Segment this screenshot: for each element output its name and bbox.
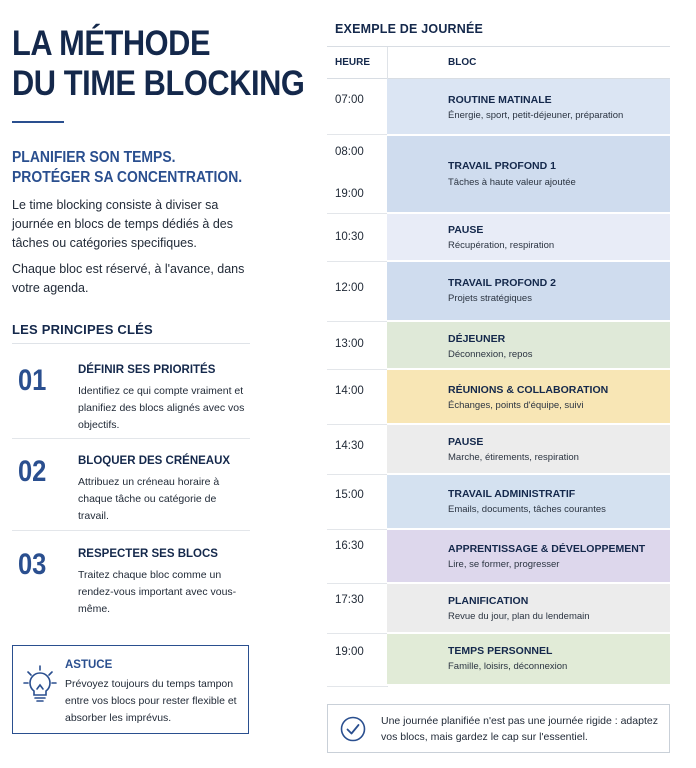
time-label: 15:00 xyxy=(335,489,364,501)
intro-paragraph-2: Chaque bloc est réservé, à l'avance, dans votre agenda. xyxy=(12,262,245,295)
block-description: Revue du jour, plan du lendemain xyxy=(448,611,590,622)
principle-number: 03 xyxy=(18,548,47,581)
row-divider xyxy=(327,369,387,370)
page-title xyxy=(12,24,304,104)
schedule-block xyxy=(387,584,670,634)
subtitle-line-1: PLANIFIER SON TEMPS. xyxy=(12,149,176,166)
time-label: 10:30 xyxy=(335,231,364,243)
title-line-1: LA MÉTHODE xyxy=(12,24,211,63)
schedule-block xyxy=(387,370,670,425)
time-label: 19:00 xyxy=(335,188,364,200)
intro-paragraph-1: Le time blocking consiste à diviser sa journée en blocs de temps dédiés à des tâches ou catégories specifiques. xyxy=(12,198,233,250)
schedule-title-divider xyxy=(327,46,670,47)
time-label: 19:00 xyxy=(335,646,364,658)
schedule-block xyxy=(387,425,670,475)
block-description: Déconnexion, repos xyxy=(448,349,533,360)
block-description: Marche, étirements, respiration xyxy=(448,452,579,463)
time-label: 13:00 xyxy=(335,338,364,350)
row-divider xyxy=(327,583,387,584)
block-title: TRAVAIL ADMINISTRATIF xyxy=(448,488,576,500)
principle-number: 02 xyxy=(18,455,47,488)
schedule-block xyxy=(387,475,670,530)
principle-title: BLOQUER DES CRÉNEAUX xyxy=(78,455,231,467)
block-title: PLANIFICATION xyxy=(448,595,529,607)
block-title: APPRENTISSAGE & DÉVELOPPEMENT xyxy=(448,543,646,555)
principle-text: Traitez chaque bloc comme un rendez-vous important avec vous-même. xyxy=(78,569,237,615)
subtitle xyxy=(12,148,243,188)
time-label: 16:30 xyxy=(335,540,364,552)
row-divider xyxy=(327,686,387,687)
block-title: TRAVAIL PROFOND 2 xyxy=(448,277,556,289)
row-divider xyxy=(327,134,387,135)
closing-note-text: Une journée planifiée n'est pas une journée rigide : adaptez vos blocs, mais gardez le cap sur l'essentiel. xyxy=(381,715,658,743)
block-description: Famille, loisirs, déconnexion xyxy=(448,661,568,672)
tip-box xyxy=(12,645,249,734)
time-label: 17:30 xyxy=(335,594,364,606)
principle-title: RESPECTER SES BLOCS xyxy=(78,548,218,560)
block-title: PAUSE xyxy=(448,224,484,236)
block-description: Échanges, points d'équipe, suivi xyxy=(448,400,584,411)
block-title: DÉJEUNER xyxy=(448,333,506,345)
row-divider xyxy=(327,529,387,530)
schedule-block xyxy=(387,262,670,322)
time-label: 07:00 xyxy=(335,94,364,106)
time-label: 14:00 xyxy=(335,385,364,397)
principle-divider xyxy=(12,438,250,439)
schedule-block xyxy=(387,322,670,370)
block-title: ROUTINE MATINALE xyxy=(448,94,552,106)
schedule-block xyxy=(387,79,670,136)
closing-note xyxy=(327,704,670,753)
time-label: 14:30 xyxy=(335,440,364,452)
principle-divider xyxy=(12,530,250,531)
block-description: Énergie, sport, petit-déjeuner, préparation xyxy=(448,110,624,121)
principle-number: 01 xyxy=(18,364,47,397)
title-line-2: DU TIME BLOCKING xyxy=(12,64,305,103)
principle-title: DÉFINIR SES PRIORITÉS xyxy=(78,364,216,376)
block-title: RÉUNIONS & COLLABORATION xyxy=(448,384,609,396)
principle-text: Identifiez ce qui compte vraiment et planifiez des blocs alignés avec vos objectifs. xyxy=(78,385,245,431)
block-description: Récupération, respiration xyxy=(448,240,555,251)
time-label: 08:00 xyxy=(335,146,364,158)
row-divider xyxy=(327,261,387,262)
column-header-block: BLOC xyxy=(448,57,477,68)
schedule-block xyxy=(387,136,670,214)
row-divider xyxy=(327,474,387,475)
principles-heading: LES PRINCIPES CLÉS xyxy=(12,322,153,337)
lightbulb-icon xyxy=(23,664,57,704)
principle-text: Attribuez un créneau horaire à chaque tâche ou catégorie de travail. xyxy=(78,476,220,522)
schedule-title: EXEMPLE DE JOURNÉE xyxy=(335,22,484,36)
schedule-block xyxy=(387,530,670,584)
schedule-block xyxy=(387,634,670,686)
block-title: PAUSE xyxy=(448,436,484,448)
check-circle-icon xyxy=(340,716,366,742)
block-description: Emails, documents, tâches courantes xyxy=(448,504,606,515)
column-header-time: HEURE xyxy=(335,57,371,68)
block-description: Lire, se former, progresser xyxy=(448,559,560,570)
row-divider xyxy=(327,213,387,214)
time-label: 12:00 xyxy=(335,282,364,294)
row-divider xyxy=(327,321,387,322)
principles-divider xyxy=(12,343,250,344)
tip-title: ASTUCE xyxy=(65,659,113,671)
title-underline xyxy=(12,121,64,123)
block-description: Tâches à haute valeur ajoutée xyxy=(448,177,576,188)
tip-text: Prévoyez toujours du temps tampon entre vos blocs pour rester flexible et absorber les imprévus. xyxy=(65,678,237,724)
block-title: TRAVAIL PROFOND 1 xyxy=(448,160,556,172)
schedule-block xyxy=(387,214,670,262)
row-divider xyxy=(327,424,387,425)
block-description: Projets stratégiques xyxy=(448,293,532,304)
block-title: TEMPS PERSONNEL xyxy=(448,645,553,657)
subtitle-line-2: PROTÉGER SA CONCENTRATION. xyxy=(12,169,243,186)
row-divider xyxy=(327,633,387,634)
